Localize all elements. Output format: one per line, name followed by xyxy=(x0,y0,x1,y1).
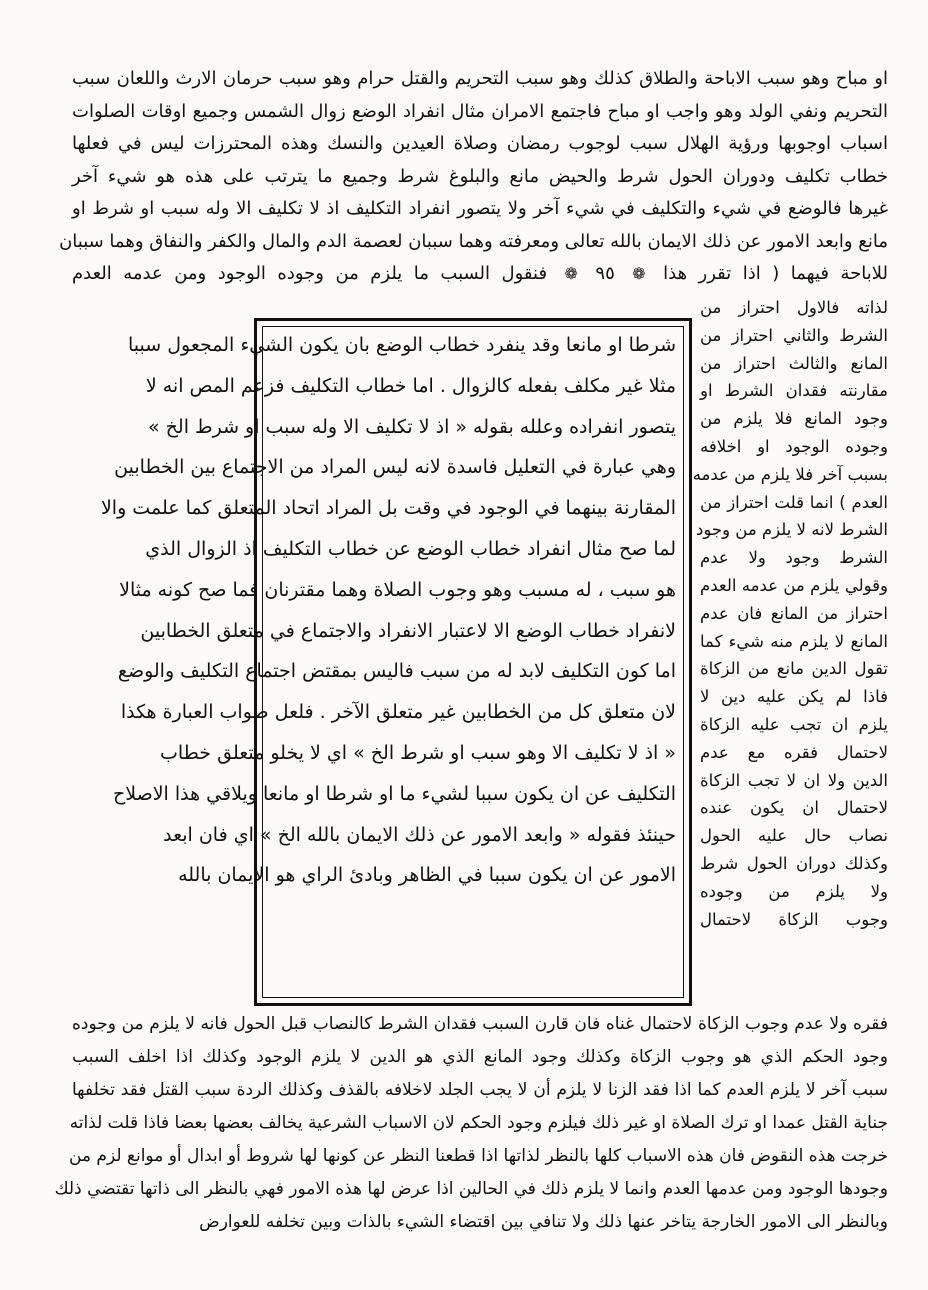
side-line: الشرط وجود ولا عدم xyxy=(700,548,888,568)
box-line: هو سبب ، له مسبب وهو وجوب الصلاة وهما مقترنان فما صح كونه مثالا xyxy=(119,578,676,601)
text-line: سبب آخر لا يلزم العدم كما اذا فقد الزنا لا يلزم أن لا يجب الجلد لاخلافه بالقذف وكذلك الردة سبب القتل فقد تخلفها xyxy=(72,1080,888,1100)
side-line: ولا يلزم من وجوده xyxy=(700,881,888,901)
side-line: وقولي يلزم من عدمه العدم xyxy=(700,575,888,595)
box-line: الامور عن ان يكون سببا في الظاهر وبادئ الراي هو الايمان بالله xyxy=(178,864,676,887)
side-line: وجود المانع فلا يلزم من xyxy=(700,409,888,429)
box-line: لانفراد خطاب الوضع الا لاعتبار الانفراد والاجتماع في متعلق الخطابين xyxy=(140,619,676,642)
text-line: خطاب تكليف ودوران الحول شرط والحيض مانع والبلوغ شرط وجميع ما يترتب على هذه هو شيء آخر xyxy=(72,165,888,187)
text-line: فنقول السبب ما يلزم من وجوده الوجود ومن عدمه العدم xyxy=(72,263,548,284)
text-line: فقره ولا عدم وجوب الزكاة لاحتمال غناه فان قارن السبب فقدان الشرط كالنصاب قبل الحول فانه لا يلزم من وجوده xyxy=(72,1014,888,1034)
side-commentary xyxy=(692,298,888,937)
box-line: حينئذ فقوله « وابعد الامور عن ذلك الايمان بالله الخ » اي فان ابعد xyxy=(163,823,676,846)
side-line: وجوب الزكاة لاحتمال xyxy=(700,909,888,929)
side-line: الدين ولا ان لا تجب الزكاة xyxy=(700,770,888,790)
gloss-box-text xyxy=(100,334,676,905)
ornament-icon: ❁ xyxy=(564,264,578,283)
text-line: وجودها الوجود ومن عدمها العدم وانما لا يلزم ذلك في الحالين اذا عرض لها هذه الامور فهي بالنظر الى ذاتها تقتضي ذلك xyxy=(54,1179,888,1199)
box-line: المقارنة بينهما في الوجود في وقت بل المراد اتحاد المتعلق كما علمت والا xyxy=(100,497,676,520)
box-line: وهي عبارة في التعليل فاسدة لانه ليس المراد من الاجتماع بين الخطابين xyxy=(114,456,676,479)
side-line: لاحتمال ان يكون عنده xyxy=(700,798,888,818)
side-line: احتراز من المانع فان عدم xyxy=(700,603,888,623)
side-line: بسبب آخر فلا يلزم من عدمه xyxy=(692,464,888,484)
box-line: « اذ لا تكليف الا وهو سبب او شرط الخ » اي لا يخلو متعلق خطاب xyxy=(160,741,676,764)
side-line: المانع والثالث احتراز من xyxy=(700,353,888,373)
box-line: لان متعلق كل من الخطابين غير متعلق الآخر . فلعل صواب العبارة هكذا xyxy=(120,701,676,724)
text-line: غيرها فالوضع في شيء والتكليف في شيء آخر ولا يتصور انفراد التكليف اذ لا تكليف الا وله سبب او شرط او xyxy=(72,198,888,219)
text-line: التحريم ونفي الولد وهو واجب او مباح فاجتمع الامران مثال انفراد الوضع زوال الشمس وجميع اوقات الصلوات xyxy=(72,100,888,122)
text-line: وبالنظر الى الامور الخارجة يتاخر عنها ذلك ولا تنافي بين اقتضاء الشيء بالذات وبين تخلفه للعوارض xyxy=(199,1212,888,1232)
box-line: يتصور انفراده وعلله بقوله « اذ لا تكليف الا وله سبب او شرط الخ » xyxy=(147,415,676,438)
side-line: يلزم ان تجب عليه الزكاة xyxy=(700,714,888,734)
side-line: وجوده الوجود او اخلافه xyxy=(700,436,888,456)
side-line: تقول الدين مانع من الزكاة xyxy=(700,659,888,679)
side-line: الشرط والثاني احتراز من xyxy=(700,325,888,345)
box-line: التكليف عن ان يكون سببا لشيء ما او شرطا او مانعا ويلاقي هذا الاصلاح xyxy=(112,782,676,805)
main-text-top xyxy=(59,68,888,296)
side-line: المانع لا يلزم منه شيء كما xyxy=(700,631,888,651)
side-line: وكذلك دوران الحول شرط xyxy=(700,853,888,873)
ornament-icon: ❁ xyxy=(632,264,646,283)
side-line: العدم ) انما قلت احتراز من xyxy=(700,492,888,512)
side-line: لذاته فالاول احتراز من xyxy=(700,298,888,317)
text-line: مانع وابعد الامور عن ذلك الايمان بالله تعالى ومعرفته وهما سببان لعصمة الدم والمال والكفر والنفاق وهما سببان xyxy=(59,230,888,252)
side-line: فاذا لم يكن عليه دين لا xyxy=(700,687,888,707)
text-line: او مباح وهو سبب الاباحة والطلاق كذلك وهو سبب التحريم والقتل حرام وهو سبب حرمان الارث واللعان سبب xyxy=(72,68,888,89)
side-line: الشرط لانه لا يلزم من وجود xyxy=(696,520,888,540)
text-line-with-section xyxy=(72,263,888,296)
text-line: اسباب اوجوبها ورؤية الهلال سبب لوجوب رمضان وصلاة العيدين والنسك وهذه المحترزات ليس في فعلها xyxy=(72,133,888,154)
text-line: خرجت هذه النقوض فان هذه الاسباب كلها بالنظر لذاتها اذا قطعنا النظر عن كونها لها شروط أو ابدال أو موانع لزم من xyxy=(68,1146,888,1166)
section-number: ٩٥ xyxy=(595,263,615,284)
side-line: مقارنته فقدان الشرط او xyxy=(700,381,888,401)
box-line: اما كون التكليف لابد له من سبب فاليس بمقتض اجتماع التكليف والوضع xyxy=(117,660,676,683)
side-line: نصاب حال عليه الحول xyxy=(700,826,888,846)
box-line: مثلا غير مكلف بفعله كالزوال . اما خطاب التكليف فزعم المص انه لا xyxy=(145,374,676,397)
box-line: لما صح مثال انفراد خطاب الوضع عن خطاب التكليف اذ الزوال الذي xyxy=(145,537,676,560)
main-text-bottom xyxy=(54,1014,888,1245)
text-line: وجود الحكم الذي هو وجوب الزكاة وكذلك وجود المانع الذي هو الدين لا يلزم الوجود وكذلك اذا اخلف السبب xyxy=(72,1047,888,1067)
text-line: للاباحة فيهما ( اذا تقرر هذا xyxy=(663,263,888,284)
side-line: لاحتمال فقره مع عدم xyxy=(700,742,888,762)
box-line: شرطا او مانعا وقد ينفرد خطاب الوضع بان يكون الشيء المجعول سببا xyxy=(127,334,676,356)
text-line: جناية القتل عمدا او ترك الصلاة او غير ذلك فيلزم وجود الحكم لان الاسباب الشرعية يخالف بعضها بعضا فاذا قلت لذاته xyxy=(69,1113,888,1133)
